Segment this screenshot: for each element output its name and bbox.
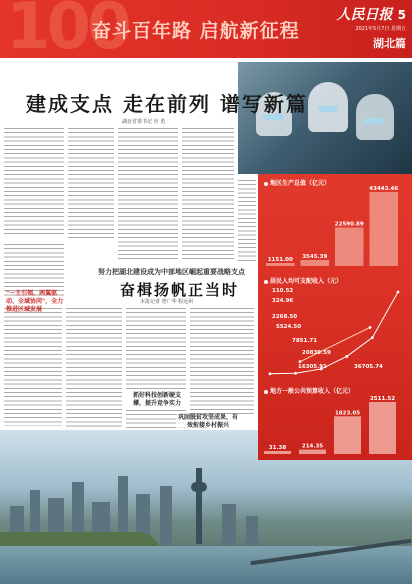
text-column — [4, 126, 64, 234]
chart3-label: 31.38 — [268, 445, 287, 451]
chart3-label: 2511.52 — [369, 396, 396, 402]
statistics-panel — [258, 174, 412, 460]
chart1-bar — [335, 228, 364, 266]
gdp-bar-chart — [258, 186, 412, 270]
chart2-point — [269, 372, 272, 375]
article2-byline: 本报记者 曾广华 程远州 — [140, 299, 194, 305]
chart2-label: 36705.74 — [354, 364, 383, 370]
chart2-point — [299, 360, 302, 363]
chart2-label: 7851.71 — [292, 338, 318, 344]
medical-workers-photo — [238, 62, 412, 174]
river — [0, 546, 412, 584]
chart2-label: 16305.91 — [298, 364, 327, 370]
chart2-point — [345, 355, 348, 358]
chart1-bar — [301, 260, 330, 266]
masthead-banner — [0, 0, 412, 58]
chart2-label: 20839.59 — [302, 350, 331, 356]
chart1-label: 43443.46 — [369, 186, 399, 192]
chart2-label: 110.52 — [272, 288, 294, 294]
chart2-point — [397, 291, 400, 294]
banner-meta — [337, 4, 406, 51]
chart1-bar — [266, 263, 295, 266]
text-column — [182, 126, 234, 260]
paper-name: 人民日报 — [336, 7, 393, 23]
lower-subhead: 巩固脱贫攻坚成果，有效衔接乡村振兴 — [177, 414, 238, 429]
chart2-point — [369, 326, 372, 329]
main-byline: 湖北省委书记 应 勇 — [122, 119, 166, 125]
tv-tower — [196, 468, 202, 544]
chart2-point — [294, 372, 297, 375]
text-column — [238, 178, 256, 262]
chart3-label: 214.35 — [301, 443, 324, 450]
chart3-bar — [264, 451, 291, 454]
chart1-label: 1151.00 — [267, 257, 293, 263]
income-line-chart — [258, 284, 412, 380]
text-column — [68, 126, 114, 238]
side-quote: "一主引领、两翼驱动、全域协同"，全力推进区域发展 — [6, 290, 64, 313]
chart2-title: 居民人均可支配收入（元） — [264, 276, 342, 285]
chart2-point — [371, 336, 374, 339]
text-column — [118, 126, 178, 260]
chart2-label: 2268.50 — [272, 314, 298, 320]
edition-label: 湖北篇 — [373, 37, 406, 50]
chart2-label: 5524.50 — [276, 324, 302, 330]
chart1-label: 22590.89 — [334, 221, 364, 228]
chart3-label: 1823.05 — [334, 410, 361, 417]
chart2-series-line — [300, 327, 370, 361]
mid-subhead: 抓好科技创新硬支撑，提升竞争实力 — [132, 392, 181, 407]
revenue-bar-chart — [258, 394, 412, 458]
text-column — [190, 306, 254, 416]
text-column — [4, 306, 62, 426]
article2-headline: 奋楫扬帆正当时 — [120, 281, 240, 299]
page-number: 5 — [397, 8, 406, 22]
chart2-label: 324.96 — [272, 298, 294, 304]
chart2-series-line — [270, 292, 398, 374]
text-column — [126, 306, 186, 390]
chart3-title: 地方一般公共预算收入（亿元） — [264, 386, 354, 395]
main-headline: 建成支点 走在前列 谱写新篇 — [26, 92, 308, 116]
chart3-bar — [369, 402, 396, 454]
issue-date: 2021年5月7日 星期五 — [355, 26, 406, 32]
centenary-number: 100 — [6, 0, 128, 58]
text-column — [66, 306, 122, 428]
chart1-bar — [370, 192, 399, 266]
chart1-label: 3545.39 — [302, 253, 328, 260]
chart3-bar — [299, 450, 326, 454]
chart1-title: 地区生产总值（亿元） — [264, 178, 330, 187]
banner-slogan: 奋斗百年路 启航新征程 — [92, 20, 300, 42]
article2-subhead: 努力把湖北建设成为中部地区崛起重要战略支点 — [98, 267, 245, 276]
chart3-bar — [334, 416, 361, 454]
side-column — [4, 242, 64, 296]
